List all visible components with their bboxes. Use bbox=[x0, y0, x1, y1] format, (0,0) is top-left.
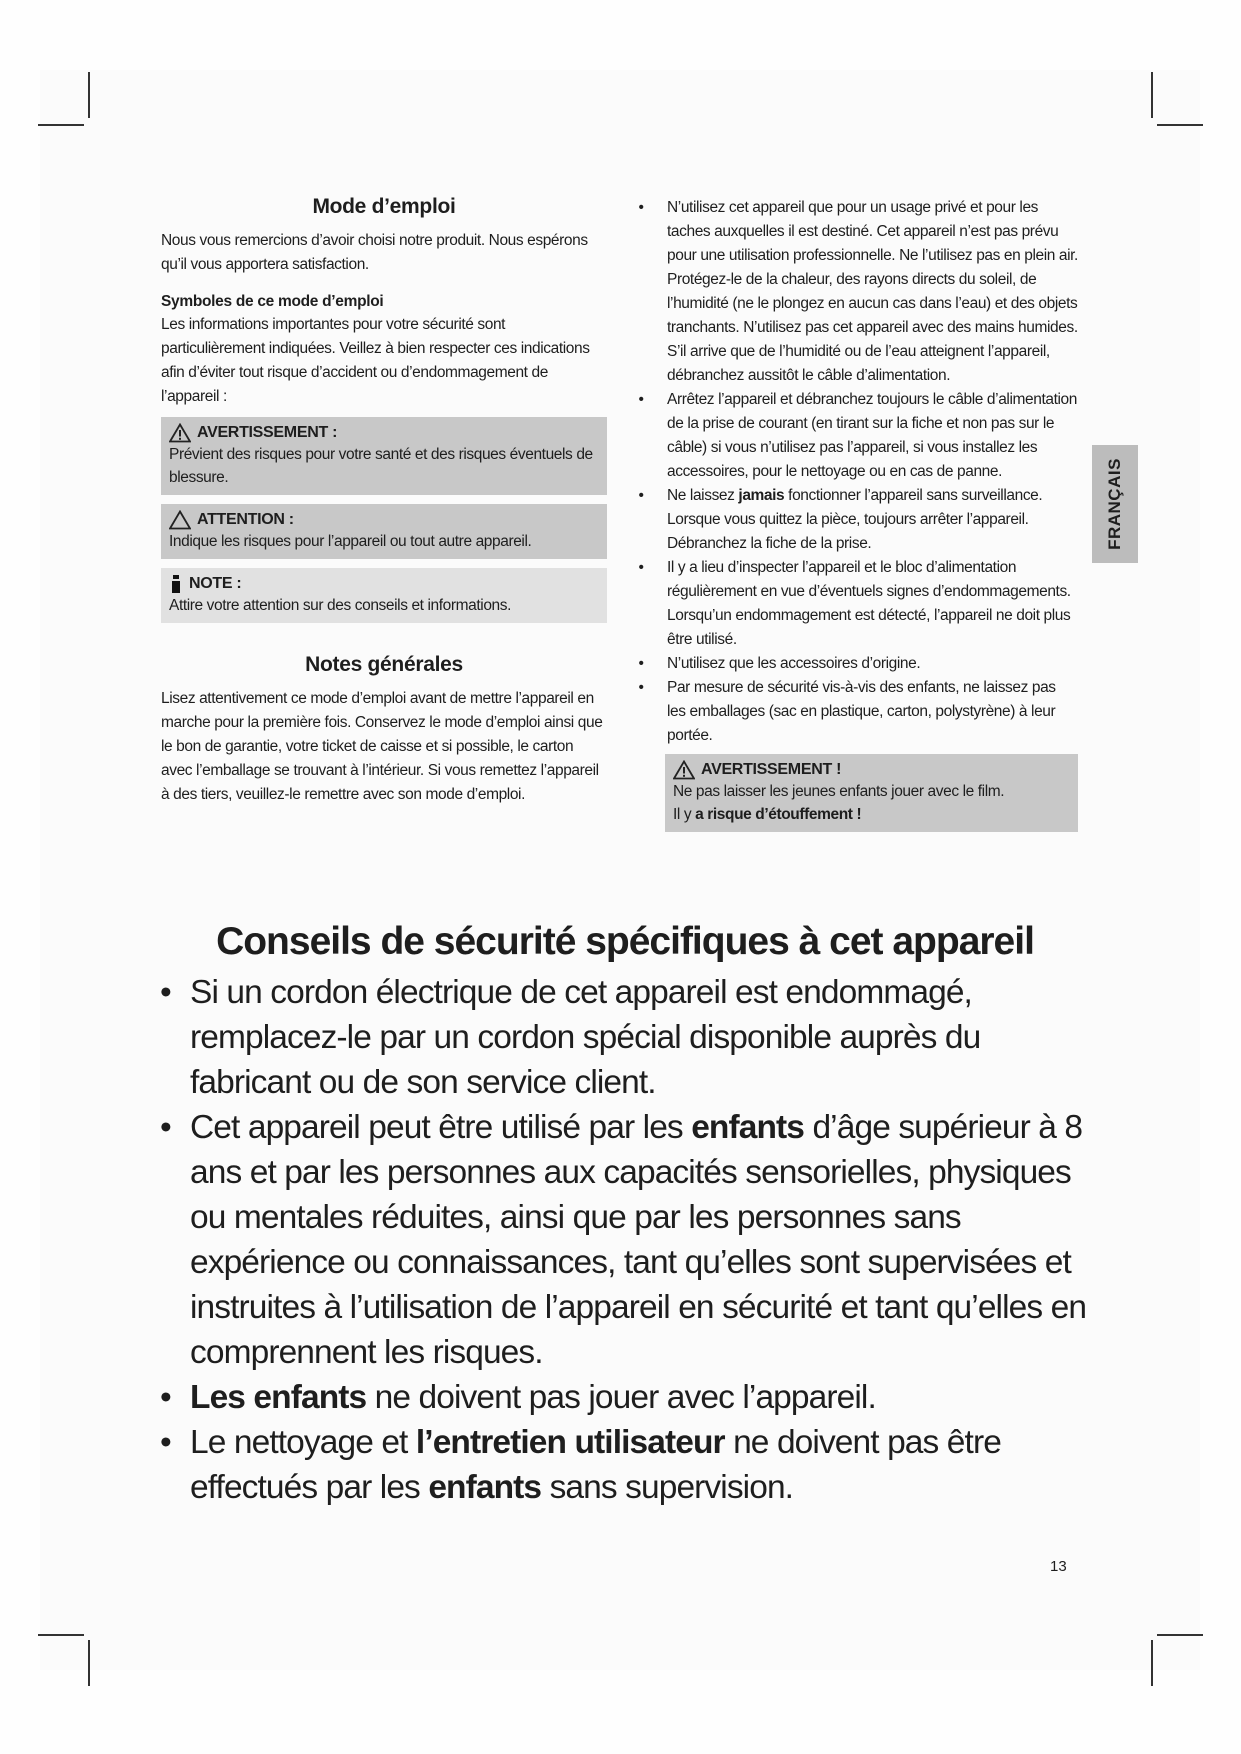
emphasis-text: jamais bbox=[738, 487, 785, 504]
symbols-title: Symboles de ce mode d’emploi bbox=[161, 293, 384, 310]
crop-mark bbox=[1157, 124, 1203, 126]
conseils-list bbox=[160, 970, 1090, 1510]
warning-box bbox=[161, 417, 607, 495]
attention-title: ATTENTION : bbox=[197, 511, 294, 528]
right-warning-title: AVERTISSEMENT ! bbox=[701, 761, 842, 778]
safety-bullet-item bbox=[634, 556, 1078, 652]
warning-text: Prévient des risques pour votre santé et des risques éventuels de blessure. bbox=[169, 446, 593, 486]
warning-triangle-icon bbox=[673, 760, 695, 780]
right-warning-prefix: Il y bbox=[673, 806, 696, 823]
warning-title: AVERTISSEMENT : bbox=[197, 424, 338, 441]
item-text: Cet appareil peut être utilisé par les bbox=[190, 1109, 692, 1146]
conseil-item bbox=[160, 970, 1090, 1105]
language-tab-label: FRANÇAIS bbox=[1105, 458, 1124, 550]
bullet-dot: • bbox=[638, 199, 644, 216]
right-warning-emphasis: a risque d’étouffement ! bbox=[695, 806, 862, 823]
conseils-section bbox=[160, 920, 1090, 1510]
safety-bullet-item bbox=[634, 484, 1078, 556]
item-text: Arrêtez l’appareil et débranchez toujours le câble d’alimentation de la prise de courant (en tirant sur la fiche et non pas sur le câble) si vous n’utilisez pas l’appareil, si vous installez les accessoires, pour le nettoyage ou en cas de panne. bbox=[667, 391, 1077, 480]
bullet-dot: • bbox=[160, 1379, 171, 1416]
emphasis-text: Les enfants bbox=[190, 1379, 367, 1416]
symbols-text: Les informations importantes pour votre sécurité sont particulièrement indiquées. Veillez à bien respecter ces indications afin d’éviter tout risque d’accident ou d’endommagement de l’appareil : bbox=[161, 316, 590, 405]
notes-generales-title: Notes générales bbox=[305, 653, 463, 676]
note-text: Attire votre attention sur des conseils et informations. bbox=[169, 597, 512, 614]
bullet-dot: • bbox=[160, 974, 171, 1011]
right-warning-line1: Ne pas laisser les jeunes enfants jouer avec le film. bbox=[673, 783, 1005, 800]
crop-mark bbox=[38, 1634, 84, 1636]
bullet-dot: • bbox=[638, 655, 644, 672]
notes-generales-text: Lisez attentivement ce mode d’emploi avant de mettre l’appareil en marche pour la première fois. Conservez le mode d’emploi ainsi que le bon de garantie, votre ticket de caisse et si possible, le carton avec l’emballage se trouvant à l’intérieur. Si vous remettez l’appareil à des tiers, veuillez-le remettre avec son mode d’emploi. bbox=[161, 690, 603, 803]
safety-bullet-item bbox=[634, 676, 1078, 748]
item-text: sans supervision. bbox=[541, 1469, 794, 1506]
intro-text: Nous vous remercions d’avoir choisi notre produit. Nous espérons qu’il vous apportera satisfaction. bbox=[161, 232, 588, 273]
bullet-dot: • bbox=[638, 487, 644, 504]
crop-mark bbox=[1151, 1640, 1153, 1686]
item-text: Il y a lieu d’inspecter l’appareil et le bloc d’alimentation régulièrement en vue d’éventuels signes d’endommagements. Lorsqu’un endommagement est détecté, l’appareil ne doit plus être utilisé. bbox=[667, 559, 1071, 648]
item-text: ne doivent pas jouer avec l’appareil. bbox=[366, 1379, 876, 1416]
item-text: Ne laissez bbox=[667, 487, 739, 504]
item-text: Le nettoyage et bbox=[190, 1424, 416, 1461]
conseil-item bbox=[160, 1375, 1090, 1420]
warning-triangle-icon bbox=[169, 423, 191, 443]
safety-bullet-list bbox=[634, 196, 1078, 748]
right-warning-line2 bbox=[673, 803, 1070, 826]
page-number: 13 bbox=[1050, 1558, 1067, 1575]
conseils-title: Conseils de sécurité spécifiques à cet appareil bbox=[216, 920, 1034, 963]
language-tab bbox=[1092, 445, 1138, 563]
item-text: Si un cordon électrique de cet appareil est endommagé, remplacez-le par un cordon spécial disponible auprès du fabricant ou de son service client. bbox=[190, 974, 981, 1101]
crop-mark bbox=[38, 124, 84, 126]
conseil-item bbox=[160, 1420, 1090, 1510]
crop-mark bbox=[88, 72, 90, 118]
note-box bbox=[161, 568, 607, 623]
attention-triangle-icon bbox=[169, 510, 191, 530]
mode-emploi-title: Mode d’emploi bbox=[312, 195, 456, 218]
item-text: fonctionner l’appareil sans surveillance. Lorsque vous quittez la pièce, toujours arrêter l’appareil. Débranchez la fiche de la prise. bbox=[667, 487, 1043, 552]
item-text: d’âge supérieur à 8 ans et par les personnes aux capacités sensorielles, physiques ou mentales réduites, ainsi que par les personnes sans expérience ou connaissances, tant qu’elles sont supervisées et instruites à l’utilisation de l’appareil en sécurité et tant qu’elles en comprennent les risques. bbox=[190, 1109, 1087, 1371]
note-title: NOTE : bbox=[189, 575, 242, 592]
right-column bbox=[634, 196, 1078, 832]
attention-text: Indique les risques pour l’appareil ou tout autre appareil. bbox=[169, 533, 532, 550]
emphasis-text: l’entretien utilisateur bbox=[415, 1424, 725, 1461]
bullet-dot: • bbox=[160, 1424, 171, 1461]
bullet-dot: • bbox=[160, 1109, 171, 1146]
bullet-dot: • bbox=[638, 391, 644, 408]
attention-box bbox=[161, 504, 607, 559]
bullet-dot: • bbox=[638, 679, 644, 696]
crop-mark bbox=[88, 1640, 90, 1686]
item-text: Par mesure de sécurité vis-à-vis des enfants, ne laissez pas les emballages (sac en plastique, carton, polystyrène) à leur portée. bbox=[667, 679, 1056, 744]
bullet-dot: • bbox=[638, 559, 644, 576]
safety-bullet-item bbox=[634, 652, 1078, 676]
item-text: N’utilisez cet appareil que pour un usage privé et pour les taches auxquelles il est destiné. Cet appareil n’est pas prévu pour une utilisation professionnelle. Ne l’utilisez pas en plein air. Protégez-le de la chaleur, des rayons directs du soleil, de l’humidité (ne le plongez en aucun cas dans l’eau) et des objets tranchants. N’utilisez pas cet appareil avec des mains humides. S’il arrive que de l’humidité ou de l’eau atteignent l’appareil, débranchez aussitôt le câble d’alimentation. bbox=[667, 199, 1078, 384]
safety-bullet-item bbox=[634, 388, 1078, 484]
item-text: N’utilisez que les accessoires d’origine. bbox=[667, 655, 921, 672]
left-column bbox=[161, 195, 607, 807]
info-icon bbox=[169, 574, 183, 594]
safety-bullet-item bbox=[634, 196, 1078, 388]
emphasis-text: enfants bbox=[428, 1469, 542, 1506]
emphasis-text: enfants bbox=[691, 1109, 805, 1146]
right-warning-box bbox=[665, 754, 1078, 832]
item-text: ne doivent pas être effectués par les bbox=[190, 1424, 1001, 1506]
conseil-item bbox=[160, 1105, 1090, 1375]
crop-mark bbox=[1151, 72, 1153, 118]
crop-mark bbox=[1157, 1634, 1203, 1636]
